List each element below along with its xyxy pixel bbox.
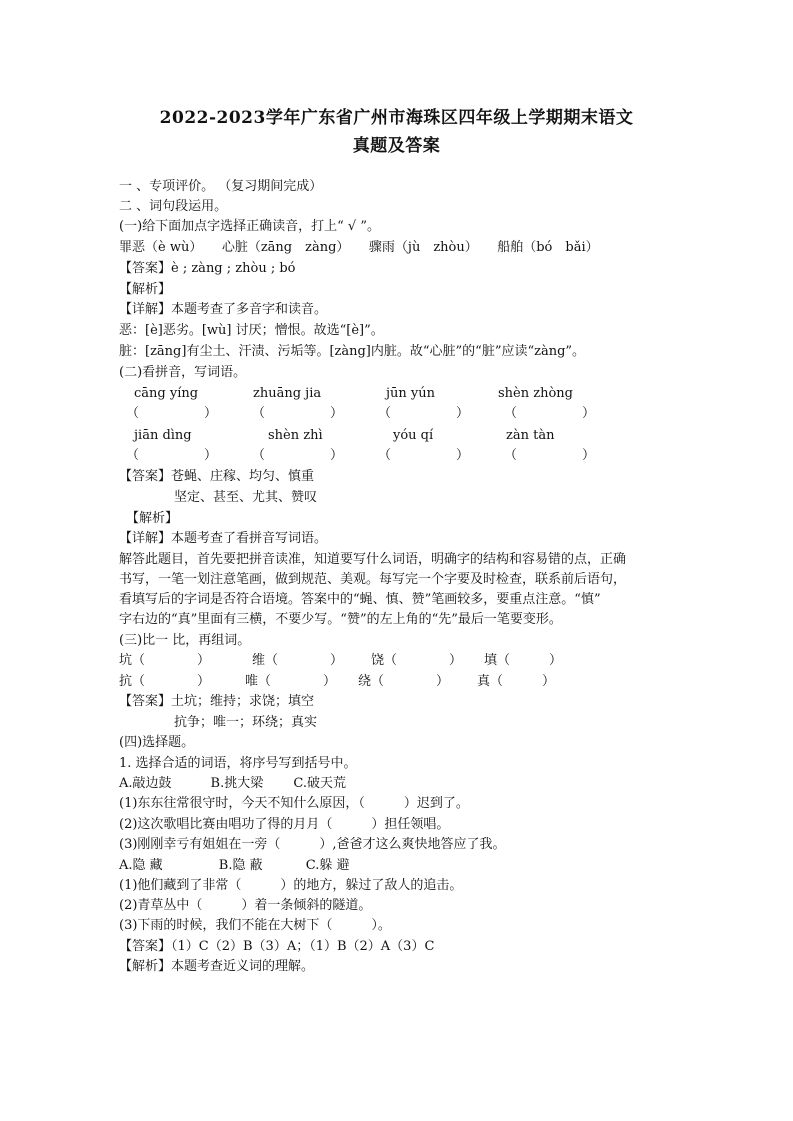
compare-item: 饶（ ）: [371, 653, 463, 668]
answer-blank: （ ）: [126, 448, 218, 463]
answer-blank: （ ）: [378, 406, 470, 421]
pinyin-item: yóu qí: [393, 428, 434, 443]
option-list: A.敲边鼓 B.挑大梁 C.破天荒: [119, 776, 346, 791]
analysis-text: 看填写后的字词是否符合语境。答案中的“蝇、慎、赞”笔画较多，要重点注意。“慎”: [119, 592, 601, 607]
section-heading: (四)选择题。: [119, 735, 195, 750]
pinyin-item: jūn yún: [386, 386, 435, 401]
analysis-label: 【解析】: [119, 282, 172, 297]
analysis-text: 字右边的“真”里面有三横，不要少写。“赞”的左上角的“先”最后一笔要变形。: [119, 612, 562, 627]
question-text: (1)东东往常很守时，今天不知什么原因，（ ）迟到了。: [119, 796, 469, 811]
analysis-text: 解答此题目，首先要把拼音读准，知道要写什么词语，明确字的结构和容易错的点，正确: [119, 552, 627, 567]
section-heading: (二)看拼音，写词语。: [119, 365, 247, 380]
answer-blank: （ ）: [378, 448, 470, 463]
question-text: (2)青草丛中（ ）着一条倾斜的隧道。: [119, 898, 372, 913]
answer-text: 【答案】（1）C（2）B（3）A；（1）B（2）A（3）C: [119, 939, 435, 954]
answer-blank: （ ）: [252, 406, 344, 421]
analysis-text: 【解析】本题考查近义词的理解。: [119, 959, 315, 974]
compare-item: 抗（ ）: [119, 674, 211, 689]
analysis-text: 【详解】本题考查了多音字和读音。: [119, 302, 328, 317]
question-text: 罪恶（è wù） 心脏（zāng zàng） 骤雨（jù zhòu） 船舶（bó bǎi）: [119, 240, 599, 255]
answer-text: 【答案】苍蝇、庄稼、均匀、慎重: [119, 469, 315, 484]
answer-blank: （ ）: [504, 448, 596, 463]
compare-item: 填（ ）: [484, 653, 563, 668]
pinyin-item: shèn zhì: [268, 428, 323, 443]
answer-text: 抗争；唯一；环绕；真实: [174, 715, 318, 730]
answer-blank: （ ）: [252, 448, 344, 463]
answer-text: 【答案】è ; zàng ; zhòu ; bó: [119, 261, 296, 276]
pinyin-item: shèn zhòng: [498, 386, 573, 401]
answer-blank: （ ）: [126, 406, 218, 421]
pinyin-item: jiān dìng: [134, 428, 192, 443]
compare-item: 唯（ ）: [245, 674, 337, 689]
question-text: (一)给下面加点字选择正确读音，打上“ √ ”。: [119, 219, 380, 234]
pinyin-item: zhuāng jia: [253, 386, 322, 401]
answer-blank: （ ）: [504, 406, 596, 421]
analysis-text: 恶：[è]恶劣。[wù] 讨厌；憎恨。故选“[è]”。: [119, 323, 384, 338]
question-text: (2)这次歌唱比赛由唱功了得的月月（ ）担任领唱。: [119, 817, 450, 832]
answer-text: 坚定、甚至、尤其、赞叹: [174, 490, 318, 505]
document-title-line1: 2022-2023学年广东省广州市海珠区四年级上学期期末语文: [159, 108, 634, 128]
compare-item: 坑（ ）: [119, 653, 211, 668]
compare-item: 真（ ）: [477, 674, 556, 689]
section-heading: 一 、专项评价。 （复习期间完成）: [119, 179, 323, 194]
analysis-text: 脏：[zāng]有尘土、汗渍、污垢等。[zàng]内脏。故“心脏”的“脏”应读“zàng”。: [119, 344, 586, 359]
section-heading: (三)比一 比，再组词。: [119, 633, 251, 648]
compare-item: 绕（ ）: [358, 674, 450, 689]
section-heading: 二 、词句段运用。: [119, 199, 228, 214]
pinyin-item: zàn tàn: [506, 428, 555, 443]
question-text: (1)他们藏到了非常（ ）的地方，躲过了敌人的追击。: [119, 878, 463, 893]
question-text: (3)刚刚幸亏有姐姐在一旁（ ）,爸爸才这么爽快地答应了我。: [119, 837, 506, 852]
document-title-line2: 真题及答案: [352, 136, 441, 156]
question-text: 1. 选择合适的词语，将序号写到括号中。: [119, 756, 357, 771]
question-text: (3)下雨的时候，我们不能在大树下（ ）。: [119, 918, 391, 933]
analysis-text: 书写，一笔一划注意笔画，做到规范、美观。每写完一个字要及时检查，联系前后语句，: [119, 572, 627, 587]
pinyin-item: cāng yíng: [134, 386, 199, 401]
compare-item: 维（ ）: [252, 653, 344, 668]
analysis-label: 【解析】: [126, 511, 179, 526]
option-list: A.隐 藏 B.隐 蔽 C.躲 避: [119, 858, 350, 873]
analysis-text: 【详解】本题考查了看拼音写词语。: [119, 531, 328, 546]
answer-text: 【答案】土坑；维持；求饶；填空: [119, 694, 315, 709]
